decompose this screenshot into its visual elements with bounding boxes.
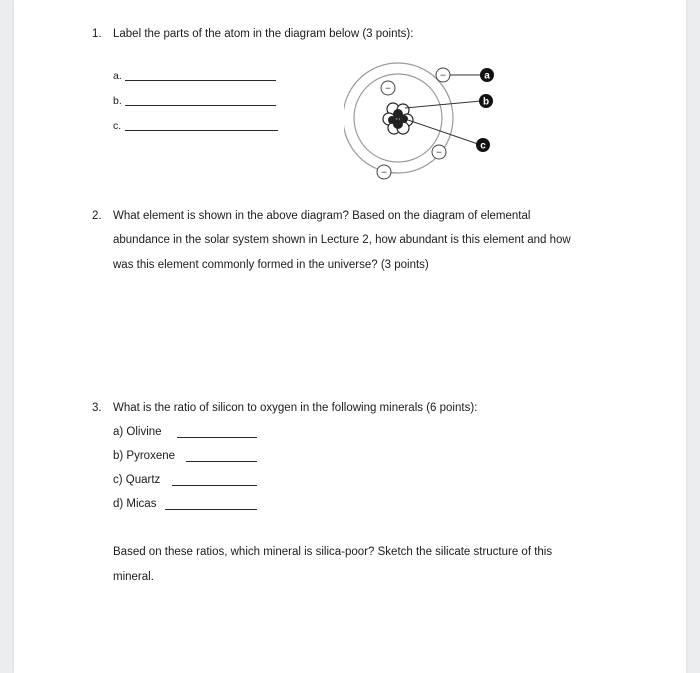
q2-number: 2. [92, 210, 102, 222]
svg-text:b: b [482, 96, 490, 108]
electron [436, 68, 450, 82]
q1-number: 1. [92, 28, 102, 40]
svg-text:c: c [480, 140, 486, 152]
q1-answer-line-b[interactable] [125, 105, 276, 106]
electron [377, 165, 391, 179]
electron [432, 145, 446, 159]
atom-diagram [344, 62, 494, 182]
mineral-micas: d) Micas [113, 498, 157, 510]
leader-line-c [408, 120, 478, 144]
electron-symbol: − [385, 83, 391, 95]
q1-label-b: b. [113, 95, 122, 107]
document-page [14, 0, 686, 673]
q1-answer-line-c[interactable] [125, 130, 278, 131]
mineral-quartz: c) Quartz [113, 474, 161, 486]
q1-answer-line-a[interactable] [125, 80, 276, 81]
svg-text:a: a [484, 70, 490, 82]
mineral-olivine: a) Olivine [113, 426, 162, 438]
leader-line-b [405, 101, 481, 108]
answer-line-micas[interactable] [165, 509, 257, 510]
neutron [400, 115, 408, 123]
callout-a [480, 68, 494, 82]
answer-line-pyroxene[interactable] [186, 461, 257, 462]
neutron [388, 116, 396, 124]
q3-text: What is the ratio of silicon to oxygen in the following minerals (6 points): [113, 402, 478, 414]
mineral-pyroxene: b) Pyroxene [113, 450, 176, 462]
q1-label-a: a. [113, 70, 122, 82]
q3-number: 3. [92, 402, 102, 414]
q1-text: Label the parts of the atom in the diagram below (3 points): [113, 28, 414, 40]
answer-line-quartz[interactable] [172, 485, 257, 486]
answer-line-olivine[interactable] [177, 437, 257, 438]
electron-symbol: − [381, 167, 387, 179]
q3-followup-line-1: Based on these ratios, which mineral is silica-poor? Sketch the silicate structure of this [113, 546, 553, 558]
q2-line-2: abundance in the solar system shown in Lecture 2, how abundant is this element and how [113, 234, 571, 246]
electron-symbol: − [440, 70, 446, 82]
electron [381, 81, 395, 95]
electron-symbol: − [436, 147, 442, 159]
callout-c [476, 138, 490, 152]
q1-label-c: c. [113, 120, 122, 132]
q2-line-1: What element is shown in the above diagram? Based on the diagram of elemental [113, 210, 531, 222]
callout-b [479, 94, 493, 108]
q2-line-3: was this element commonly formed in the universe? (3 points) [113, 259, 429, 271]
q3-followup-line-2: mineral. [113, 571, 154, 583]
